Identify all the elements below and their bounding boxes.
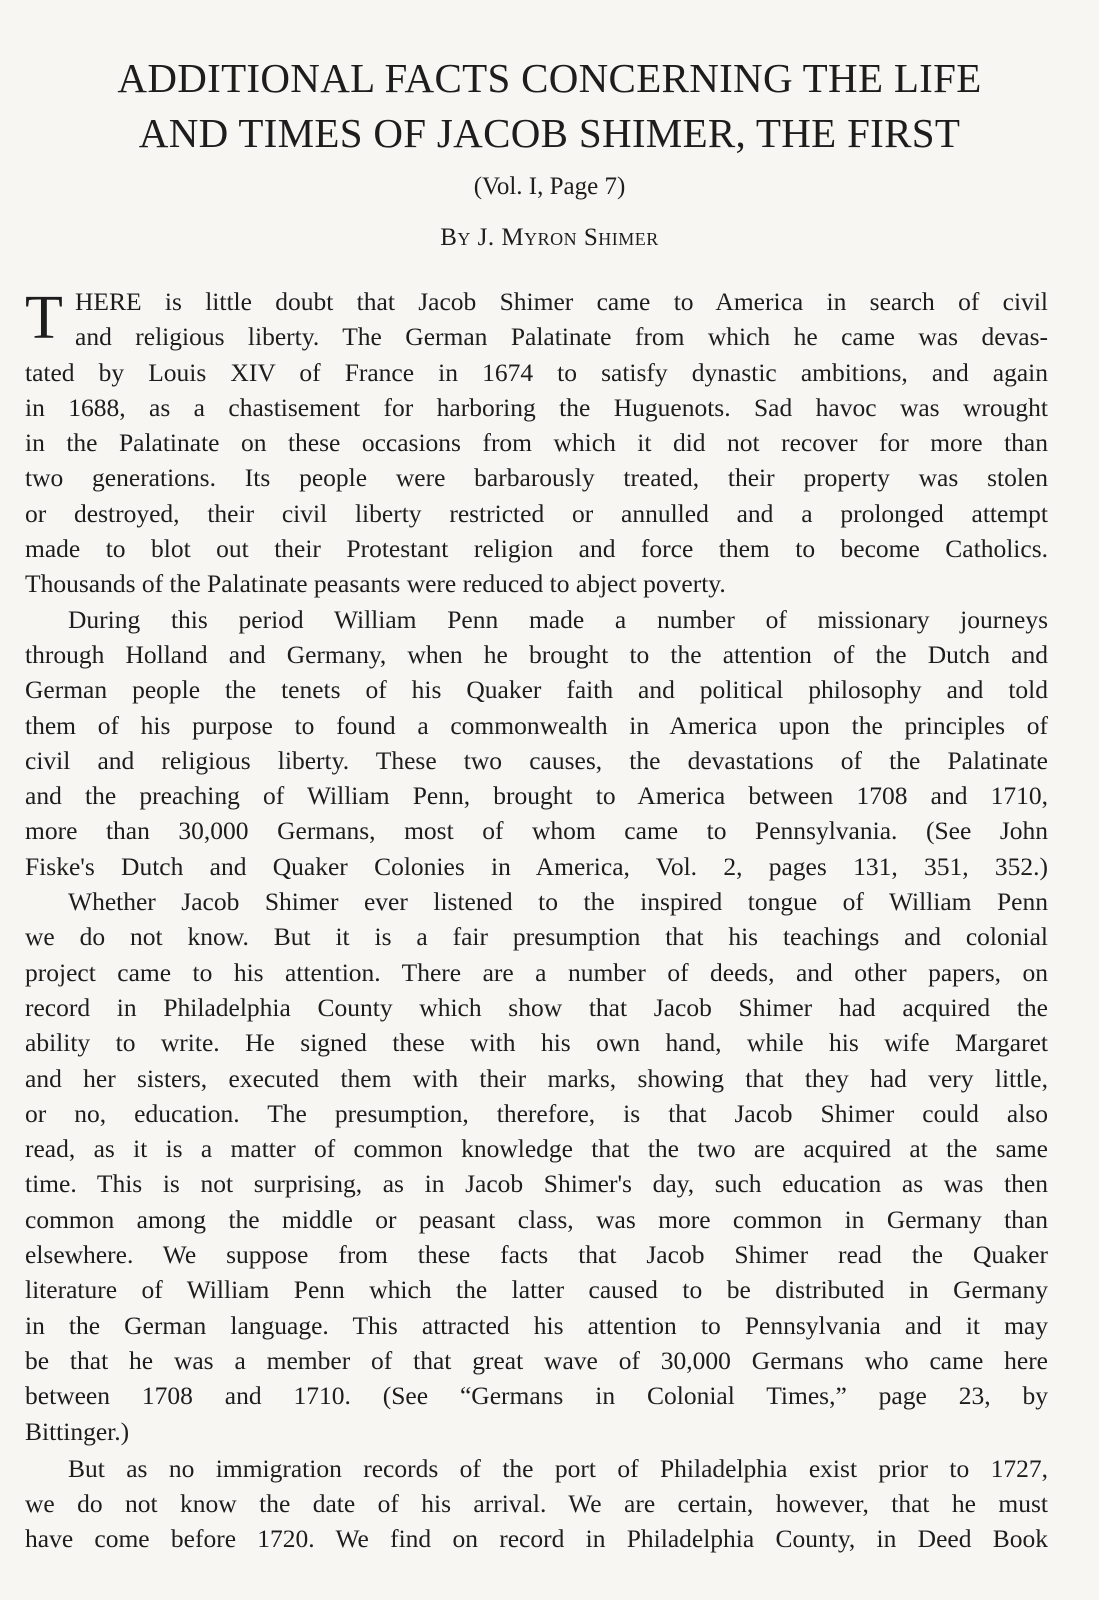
text-line: have come before 1720. We find on record in Philadelphia County, in Deed Book [25, 1524, 1048, 1554]
text-line: and the preaching of William Penn, brought to America between 1708 and 1710, [25, 781, 1048, 811]
paragraph [25, 1451, 1048, 1557]
text-line: in 1688, as a chastisement for harboring the Huguenots. Sad havoc was wrought [25, 392, 1048, 422]
text-line: we do not know. But it is a fair presumption that his teachings and colonial [25, 922, 1048, 952]
text-line: civil and religious liberty. These two causes, the devastations of the Palatinate [25, 745, 1048, 775]
text-line: through Holland and Germany, when he brought to the attention of the Dutch and [25, 639, 1048, 669]
article-title-line-2: AND TIMES OF JACOB SHIMER, THE FIRST [138, 110, 961, 156]
text-line: them of his purpose to found a commonwealth in America upon the principles of [25, 710, 1048, 740]
text-line: be that he was a member of that great wave of 30,000 Germans who came here [25, 1345, 1048, 1375]
text-line: and religious liberty. The German Palatinate from which he came was devas- [75, 322, 1048, 352]
text-line: HERE is little doubt that Jacob Shimer came to America in search of civil [75, 287, 1048, 316]
paragraph [25, 884, 1048, 1449]
text-line: Whether Jacob Shimer ever listened to the inspired tongue of William Penn [68, 887, 1048, 917]
text-line: made to blot out their Protestant religion and force them to become Catholics. [25, 534, 1048, 564]
text-line: common among the middle or peasant class, was more common in Germany than [25, 1204, 1048, 1234]
text-line: between 1708 and 1710. (See “Germans in Colonial Times,” page 23, by [25, 1381, 1048, 1411]
drop-cap: T [25, 284, 63, 352]
text-line: time. This is not surprising, as in Jacob Shimer's day, such education as was then [25, 1169, 1048, 1199]
text-line: and her sisters, executed them with their marks, showing that they had very little, [25, 1063, 1048, 1093]
text-line: elsewhere. We suppose from these facts that Jacob Shimer read the Quaker [25, 1240, 1048, 1270]
text-line: record in Philadelphia County which show that Jacob Shimer had acquired the [25, 992, 1048, 1022]
text-line: project came to his attention. There are a number of deeds, and other papers, on [25, 957, 1048, 987]
text-line: read, as it is a matter of common knowledge that the two are acquired at the same [25, 1134, 1048, 1164]
text-line: more than 30,000 Germans, most of whom came to Pennsylvania. (See John [25, 816, 1048, 846]
text-line: or destroyed, their civil liberty restricted or annulled and a prolonged attempt [25, 498, 1048, 528]
text-line: During this period William Penn made a number of missionary journeys [68, 604, 1048, 634]
article-title-line-1: ADDITIONAL FACTS CONCERNING THE LIFE [117, 55, 982, 101]
article-body [25, 284, 1048, 1557]
text-line: tated by Louis XIV of France in 1674 to satisfy dynastic ambitions, and again [25, 357, 1048, 387]
text-line: in the German language. This attracted his attention to Pennsylvania and it may [25, 1310, 1048, 1340]
text-line: Fiske's Dutch and Quaker Colonies in America, Vol. 2, pages 131, 351, 352.) [25, 851, 1048, 881]
text-line: we do not know the date of his arrival. We are certain, however, that he must [25, 1489, 1048, 1519]
article-subtitle: (Vol. I, Page 7) [473, 173, 626, 200]
byline: By J. Myron Shimer [440, 224, 659, 251]
text-line: in the Palatinate on these occasions from which it did not recover for more than [25, 428, 1048, 458]
text-line: literature of William Penn which the latter caused to be distributed in Germany [25, 1275, 1048, 1305]
text-line: But as no immigration records of the port of Philadelphia exist prior to 1727, [68, 1453, 1048, 1483]
text-line: German people the tenets of his Quaker faith and political philosophy and told [25, 675, 1048, 705]
paragraph [25, 284, 1048, 602]
text-line: ability to write. He signed these with his own hand, while his wife Margaret [25, 1028, 1048, 1058]
text-line: or no, education. The presumption, therefore, is that Jacob Shimer could also [25, 1098, 1048, 1128]
text-line: Thousands of the Palatinate peasants were reduced to abject poverty. [25, 569, 726, 599]
paragraph [25, 602, 1048, 884]
text-line: two generations. Its people were barbarously treated, their property was stolen [25, 463, 1048, 493]
text-line: Bittinger.) [25, 1416, 130, 1446]
